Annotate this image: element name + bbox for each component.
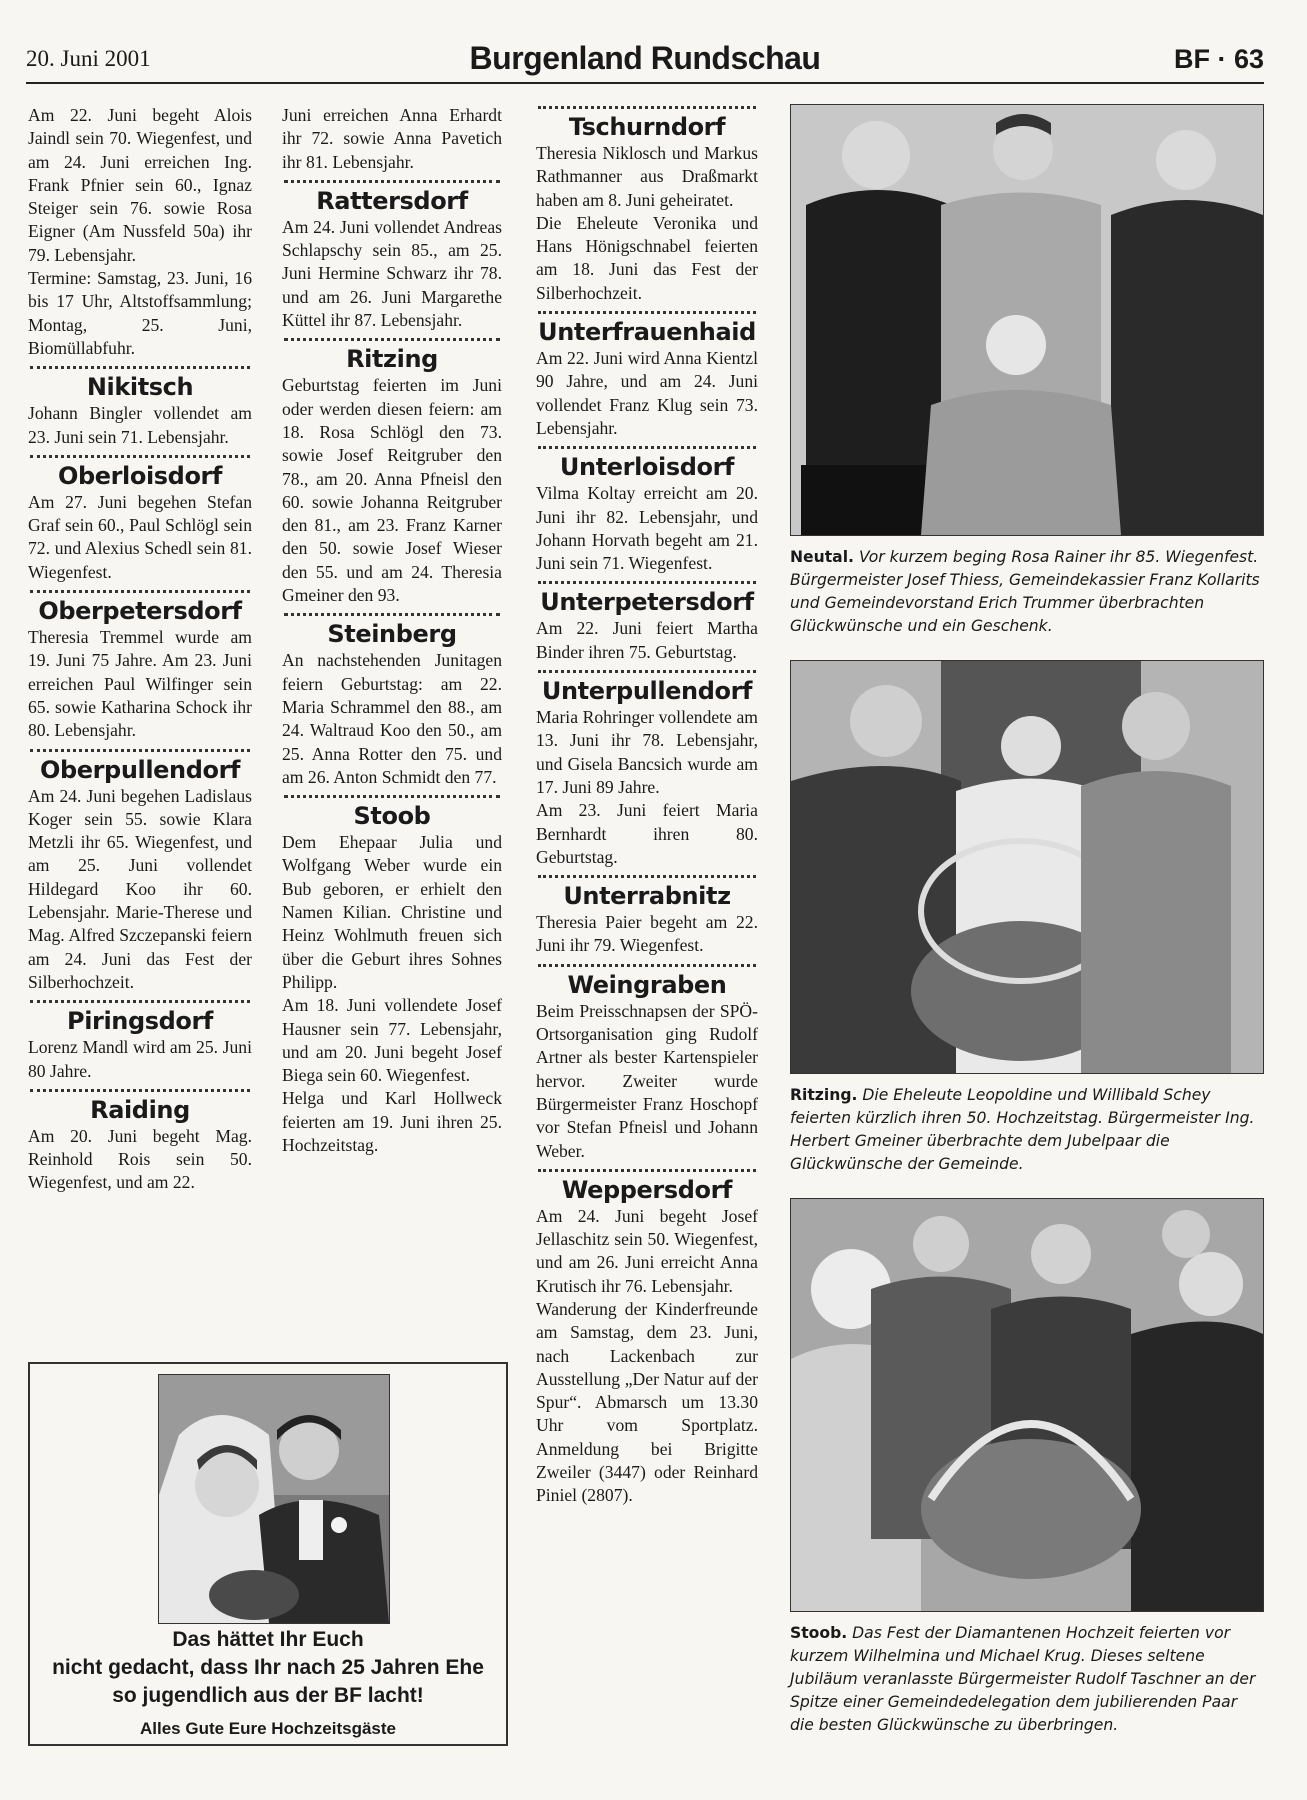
article-text: Juni erreichen Anna Erhardt ihr 72. sowie Anna Pavetich ihr 81. Lebensjahr. (282, 105, 502, 172)
section-heading: Unterrabnitz (563, 882, 731, 911)
section-heading: Tschurndorf (568, 113, 726, 141)
article-text: Theresia Niklosch und Markus Rathmanner aus Draßmarkt haben am 8. Juni geheiratet. (536, 143, 758, 210)
dotted-divider (284, 613, 500, 616)
article-text: Am 24. Juni vollendet Andreas Schlapschy sein 85., am 25. Juni Hermine Schwarz ihr 78. und am 26. Juni Margarethe Küttel ihr 87. Lebensjahr. (282, 216, 502, 331)
caption-place: Neutal. (790, 548, 854, 566)
section-heading: Steinberg (327, 620, 457, 649)
column-3 (536, 104, 758, 1508)
photo-caption (790, 546, 1264, 638)
dotted-divider (30, 1000, 250, 1003)
article-text: Theresia Paier begeht am 22. Juni ihr 79. Wiegenfest. (536, 912, 758, 956)
section-heading: Piringsdorf (67, 1007, 213, 1036)
dotted-divider (538, 446, 756, 449)
article-text: Am 24. Juni begehen Ladislaus Koger sein 55. sowie Klara Metzli ihr 65. Wiegenfest, und am 25. Juni vollendet Hildegard Koo ihr 60. Lebensjahr. Marie-Therese und Mag. Alfred Szczepanski feiern am 24. Juni das Fest der Silberhochzeit. (28, 785, 252, 992)
caption-text: Vor kurzem beging Rosa Rainer ihr 85. Wiegenfest. Bürgermeister Josef Thiess, Gemeindekassier Franz Kollarits und Gemeindevorstand Erich Trummer überbrachten Glückwünsche und ein Geschenk. (790, 548, 1260, 635)
section-heading: Oberloisdorf (57, 461, 223, 490)
section-heading: Nikitsch (86, 373, 194, 402)
newspaper-title: Burgenland Rundschau (469, 40, 821, 76)
column-1 (28, 104, 252, 1195)
neutal-photo (790, 104, 1264, 536)
article-text: Theresia Tremmel wurde am 19. Juni 75 Jahre. Am 23. Juni erreichen Paul Wilfinger sein 65. sowie Katharina Schock ihr 80. Lebensjahr. (28, 627, 252, 741)
article-text: Am 20. Juni begeht Mag. Reinhold Rois sein 50. Wiegenfest, und am 22. (28, 1125, 252, 1193)
ad-message (30, 1626, 506, 1744)
dotted-divider (30, 749, 250, 752)
section-heading: Unterfrauenhaid (538, 318, 756, 347)
article-text: Am 22. Juni feiert Martha Binder ihren 75. Geburtstag. (536, 618, 758, 662)
dotted-divider (538, 311, 756, 314)
section-heading: Raiding (90, 1095, 190, 1124)
article-text: Vilma Koltay erreicht am 20. Juni ihr 82. Lebensjahr, und Johann Horvath begeht am 21. Juni sein 71. Wiegenfest. (536, 483, 758, 574)
dotted-divider (538, 875, 756, 878)
ad-line: so jugendlich aus der BF lacht! (112, 1684, 424, 1707)
article-text: Lorenz Mandl wird am 25. Juni 80 Jahre. (28, 1037, 252, 1081)
wedding-photo-image (159, 1375, 389, 1623)
ritzing-photo-image (791, 661, 1263, 1073)
article-text: Helga und Karl Hollweck feierten am 19. Juni ihren 25. Hochzeitstag. (282, 1088, 502, 1155)
page-header (26, 40, 1264, 84)
anniversary-ad (28, 1362, 508, 1746)
caption-text: Das Fest der Diamantenen Hochzeit feierten vor kurzem Wilhelmina und Michael Krug. Dieses seltene Jubiläum veranlasste Bürgermeister Rudolf Taschner an der Spitze einer Gemeindedelegation dem jubilierenden Paar die besten Glückwünsche zu überbringen. (790, 1624, 1256, 1734)
dotted-divider (538, 1169, 756, 1172)
section-heading: Weppersdorf (561, 1175, 733, 1204)
section-heading: Unterpullendorf (541, 677, 753, 706)
stoob-photo (790, 1198, 1264, 1612)
article-text: Am 24. Juni begeht Josef Jellaschitz sein 50. Wiegenfest, und am 26. Juni erreicht Anna Krutisch ihr 76. Lebensjahr. (536, 1205, 758, 1296)
dotted-divider (30, 366, 250, 369)
section-heading: Stoob (353, 802, 431, 831)
article-text: Johann Bingler vollendet am 23. Juni sein 71. Lebensjahr. (28, 403, 252, 447)
stoob-photo-image (791, 1199, 1263, 1611)
caption-place: Stoob. (790, 1624, 848, 1642)
dotted-divider (284, 338, 500, 341)
caption-place: Ritzing. (790, 1086, 858, 1104)
section-heading: Rattersdorf (316, 186, 468, 215)
dotted-divider (538, 581, 756, 584)
article-text: An nachstehenden Junitagen feiern Geburtstag: am 22. Maria Schrammel den 88., am 24. Waltraud Koo den 50., am 25. Anna Rotter den 75. und am 26. Anton Schmidt den 77. (282, 650, 502, 787)
dotted-divider (538, 670, 756, 673)
article-text: Am 22. Juni wird Anna Kientzl 90 Jahre, und am 24. Juni vollendet Franz Klug sein 73. Lebensjahr. (536, 348, 758, 438)
column-2 (282, 104, 502, 1157)
section-heading: Ritzing (346, 345, 438, 374)
caption-text: Die Eheleute Leopoldine und Willibald Schey feierten kürzlich ihren 50. Hochzeitstag. Bürgermeister Ing. Herbert Gmeiner überbrachte dem Jubelpaar die Glückwünsche der Gemeinde. (790, 1086, 1255, 1173)
photo-column (790, 104, 1264, 1737)
article-text: Am 27. Juni begehen Stefan Graf sein 60., Paul Schlögl sein 72. und Alexius Schedl sein 81. Wiegenfest. (28, 491, 252, 582)
article-text: Am 23. Juni feiert Maria Bernhardt ihren 80. Geburtstag. (536, 800, 758, 867)
issue-date: 20. Juni 2001 (26, 46, 151, 71)
section-heading: Weingraben (567, 970, 727, 999)
photo-caption (790, 1622, 1264, 1737)
dotted-divider (30, 455, 250, 458)
article-text: Maria Rohringer vollendete am 13. Juni ihr 78. Lebensjahr, und Gisela Bancsich wurde am 17. Juni 89 Jahre. (536, 707, 758, 797)
article-text: Beim Preisschnapsen der SPÖ-Ortsorganisation ging Rudolf Artner als bester Kartenspieler hervor. Zweiter wurde Bürgermeister Franz Hoschopf vor Stefan Pfneisl und Johann Weber. (536, 1000, 758, 1161)
ritzing-photo (790, 660, 1264, 1074)
neutal-photo-image (791, 105, 1263, 535)
article-text: Termine: Samstag, 23. Juni, 16 bis 17 Uhr, Altstoffsammlung; Montag, 25. Juni, Biomüllabfuhr. (28, 268, 252, 358)
dotted-divider (538, 964, 756, 967)
dotted-divider (538, 106, 756, 109)
section-heading: Oberpullendorf (39, 755, 241, 784)
section-heading: Unterpetersdorf (540, 588, 754, 617)
photo-caption (790, 1084, 1264, 1176)
dotted-divider (284, 795, 500, 798)
article-text: Wanderung der Kinderfreunde am Samstag, dem 23. Juni, nach Lackenbach zur Ausstellung „Der Natur auf der Spur“. Abmarsch um 13.30 Uhr vom Sportplatz. Anmeldung bei Brigitte Zweiler (3447) oder Reinhard Piniel (2807). (536, 1298, 758, 1506)
dotted-divider (30, 1089, 250, 1092)
dotted-divider (30, 590, 250, 593)
ad-signature: Alles Gute Eure Hochzeitsgäste (139, 1719, 397, 1738)
article-text: Am 18. Juni vollendete Josef Hausner sein 77. Lebensjahr, und am 20. Juni begeht Josef Biega sein 60. Wiegenfest. (282, 995, 502, 1086)
article-text: Die Eheleute Veronika und Hans Hönigschnabel feierten am 18. Juni das Fest der Silberhochzeit. (536, 212, 758, 303)
article-text: Dem Ehepaar Julia und Wolfgang Weber wurde ein Bub geboren, er erhielt den Namen Kilian. Christine und Heinz Wohlmuth freuen sich über die Geburt ihres Sohnes Philipp. (282, 832, 502, 992)
wedding-photo (158, 1374, 390, 1624)
dotted-divider (284, 180, 500, 183)
section-heading: Unterloisdorf (559, 453, 735, 482)
article-text: Am 22. Juni begeht Alois Jaindl sein 70. Wiegenfest, und am 24. Juni erreichen Ing. Frank Pfnier sein 60., Ignaz Steiger sein 76. sowie Rosa Eigner (Am Nussfeld 50a) ihr 79. Lebensjahr. (28, 105, 252, 265)
article-text: Geburtstag feierten im Juni oder werden diesen feiern: am 18. Rosa Schlögl den 73. sowie Josef Reitgruber den 78., am 20. Anna Pfneisl den 60. sowie Johanna Reitgruber den 81., am 23. Franz Karner den 50. sowie Josef Wieser den 55. und am 24. Theresia Gmeiner den 93. (282, 375, 502, 606)
ad-line: nicht gedacht, dass Ihr nach 25 Jahren Ehe (52, 1656, 484, 1679)
section-heading: Oberpetersdorf (38, 597, 242, 626)
ad-line: Das hättet Ihr Euch (172, 1628, 364, 1651)
page-number: BF · 63 (1173, 44, 1264, 74)
